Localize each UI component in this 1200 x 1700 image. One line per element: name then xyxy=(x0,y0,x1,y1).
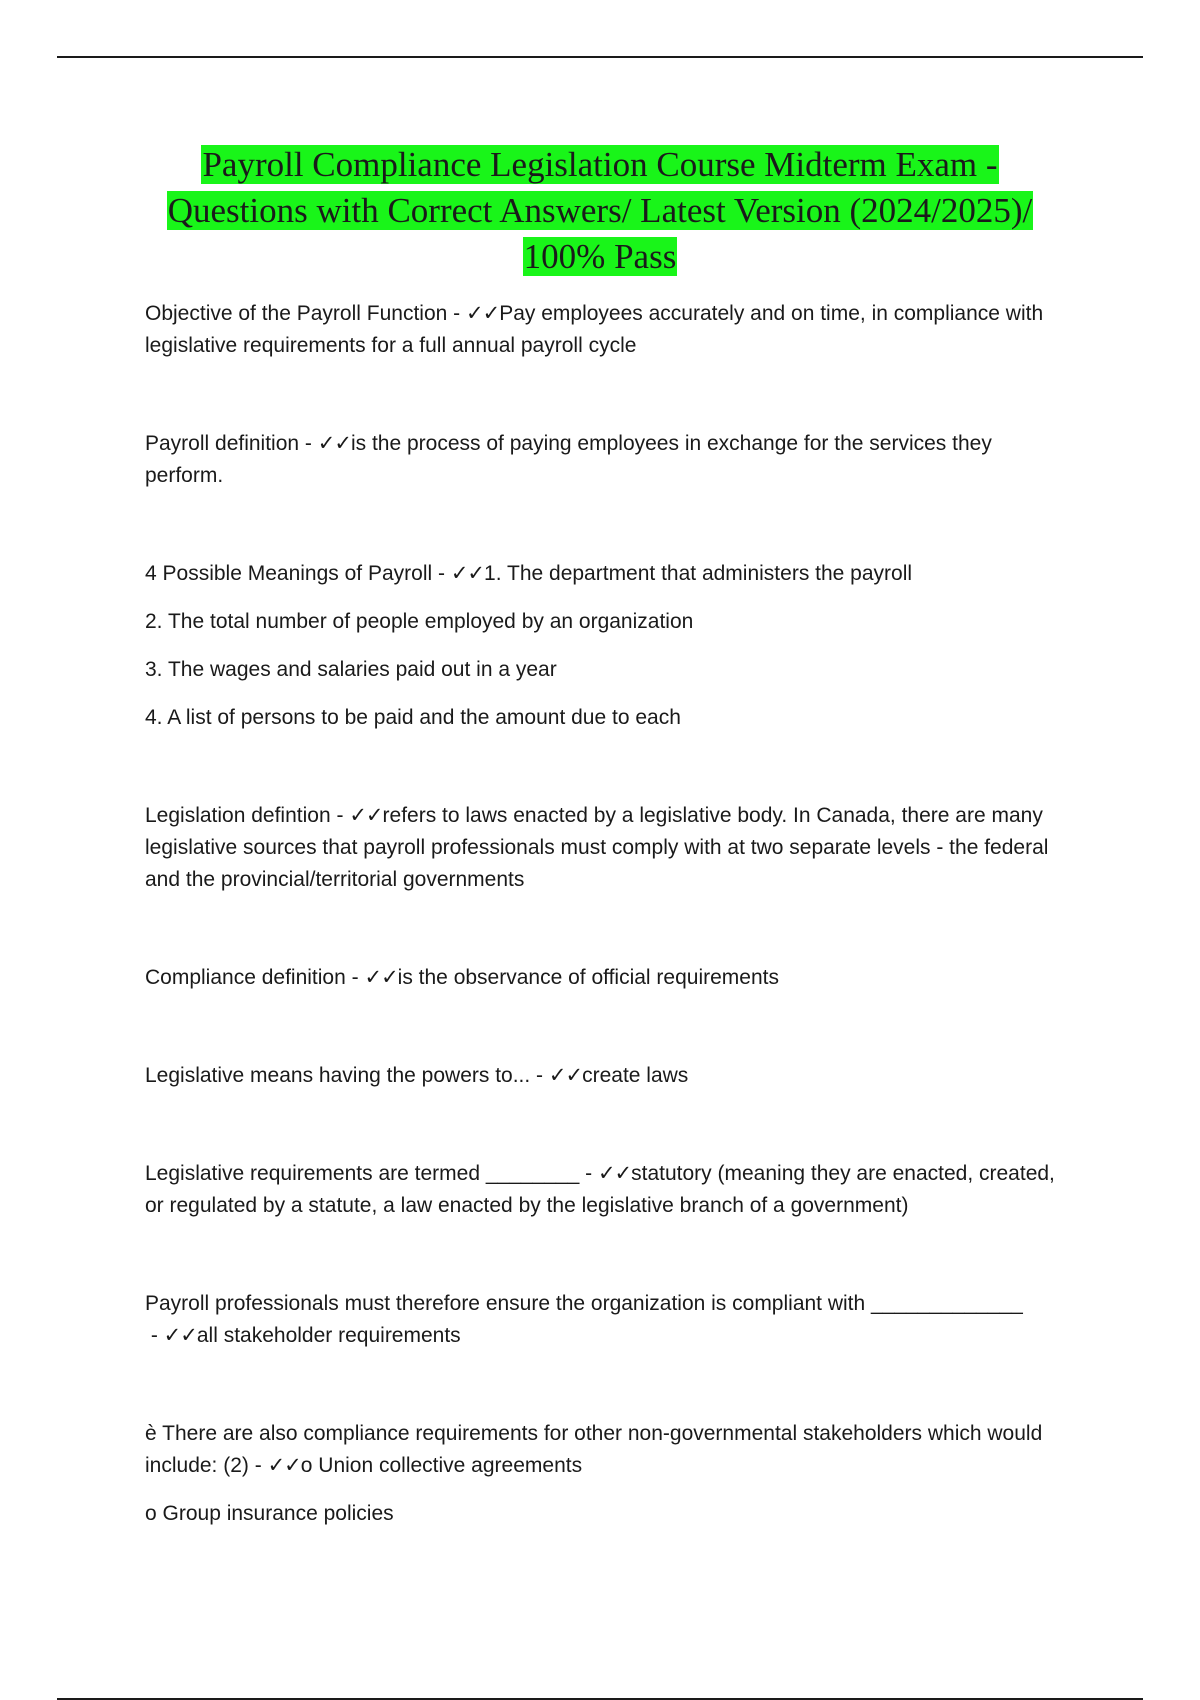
check-mark-icon: ✓✓ xyxy=(163,1324,197,1347)
qa-line xyxy=(145,1060,1065,1092)
answer-text: create laws xyxy=(582,1064,689,1087)
qa-line xyxy=(145,1288,1065,1352)
question-text: Payroll professionals must therefore ensure the organization is compliant with _____________ xyxy=(145,1292,1023,1315)
question-text: è There are also compliance requirements for other non-governmental stakeholders which would include: (2) xyxy=(145,1422,1043,1477)
question-text: Payroll definition xyxy=(145,432,300,455)
check-mark-icon: ✓✓ xyxy=(450,562,485,585)
question-text: 4 Possible Meanings of Payroll xyxy=(145,562,433,585)
qa-line xyxy=(145,800,1065,896)
top-rule xyxy=(57,56,1143,58)
title-line-1: Payroll Compliance Legislation Course Midterm Exam - xyxy=(202,145,998,184)
answer-text: 1. The department that administers the payroll xyxy=(484,562,913,585)
qa-list xyxy=(145,298,1065,1596)
separator: - xyxy=(432,562,451,585)
answer-text: statutory (meaning they are enacted, created, or regulated by a statute, a law enacted by the legislative branch of a government) xyxy=(145,1162,1055,1217)
separator: - xyxy=(330,804,350,827)
separator: - xyxy=(579,1162,598,1185)
answer-list-item: 4. A list of persons to be paid and the amount due to each xyxy=(145,706,681,729)
check-mark-icon: ✓✓ xyxy=(597,1162,632,1185)
question-text: Compliance definition xyxy=(145,966,346,989)
answer-list-item: 3. The wages and salaries paid out in a year xyxy=(145,658,557,681)
answer-text: Pay employees accurately and on time, in compliance with legislative requirements for a full annual payroll cycle xyxy=(145,302,1044,357)
check-mark-icon: ✓✓ xyxy=(364,966,398,989)
qa-item xyxy=(145,1418,1065,1530)
answer-text: refers to laws enacted by a legislative body. In Canada, there are many legislative sources that payroll professionals must comply with at two separate levels - the federal and the provincial/territorial governments xyxy=(145,804,1049,891)
separator: - xyxy=(145,1324,164,1347)
qa-line xyxy=(145,962,1065,994)
separator: - xyxy=(447,302,466,325)
check-mark-icon: ✓✓ xyxy=(317,432,351,455)
answer-text: is the observance of official requirements xyxy=(397,966,779,989)
check-mark-icon: ✓✓ xyxy=(267,1454,301,1477)
qa-line xyxy=(145,1418,1065,1482)
qa-line xyxy=(145,1158,1065,1222)
title-line-2: Questions with Correct Answers/ Latest Version (2024/2025)/ xyxy=(167,191,1033,230)
question-text: Legislative means having the powers to... xyxy=(145,1064,531,1087)
check-mark-icon: ✓✓ xyxy=(466,302,500,325)
check-mark-icon: ✓✓ xyxy=(548,1064,583,1087)
answer-list-item: o Group insurance policies xyxy=(145,1502,394,1525)
qa-line xyxy=(145,558,1065,590)
qa-item xyxy=(145,1288,1065,1352)
question-text: Legislation defintion xyxy=(145,804,331,827)
answer-text: is the process of paying employees in exchange for the services they perform. xyxy=(145,432,992,487)
check-mark-icon: ✓✓ xyxy=(349,804,383,827)
separator: - xyxy=(345,966,365,989)
qa-line xyxy=(145,428,1065,492)
qa-item xyxy=(145,962,1065,994)
qa-item xyxy=(145,800,1065,896)
separator: - xyxy=(299,432,318,455)
qa-line xyxy=(145,298,1065,362)
document-title xyxy=(100,142,1100,280)
qa-item xyxy=(145,428,1065,492)
answer-text: o Union collective agreements xyxy=(300,1454,583,1477)
answer-list-item: 2. The total number of people employed by an organization xyxy=(145,610,694,633)
qa-item xyxy=(145,1060,1065,1092)
question-text: Legislative requirements are termed ________ xyxy=(145,1162,580,1185)
separator: - xyxy=(530,1064,549,1087)
answer-text: all stakeholder requirements xyxy=(196,1324,461,1347)
question-text: Objective of the Payroll Function xyxy=(145,302,448,325)
qa-item xyxy=(145,298,1065,362)
title-line-3: 100% Pass xyxy=(523,237,677,276)
qa-item xyxy=(145,558,1065,734)
separator: - xyxy=(248,1454,268,1477)
qa-item xyxy=(145,1158,1065,1222)
